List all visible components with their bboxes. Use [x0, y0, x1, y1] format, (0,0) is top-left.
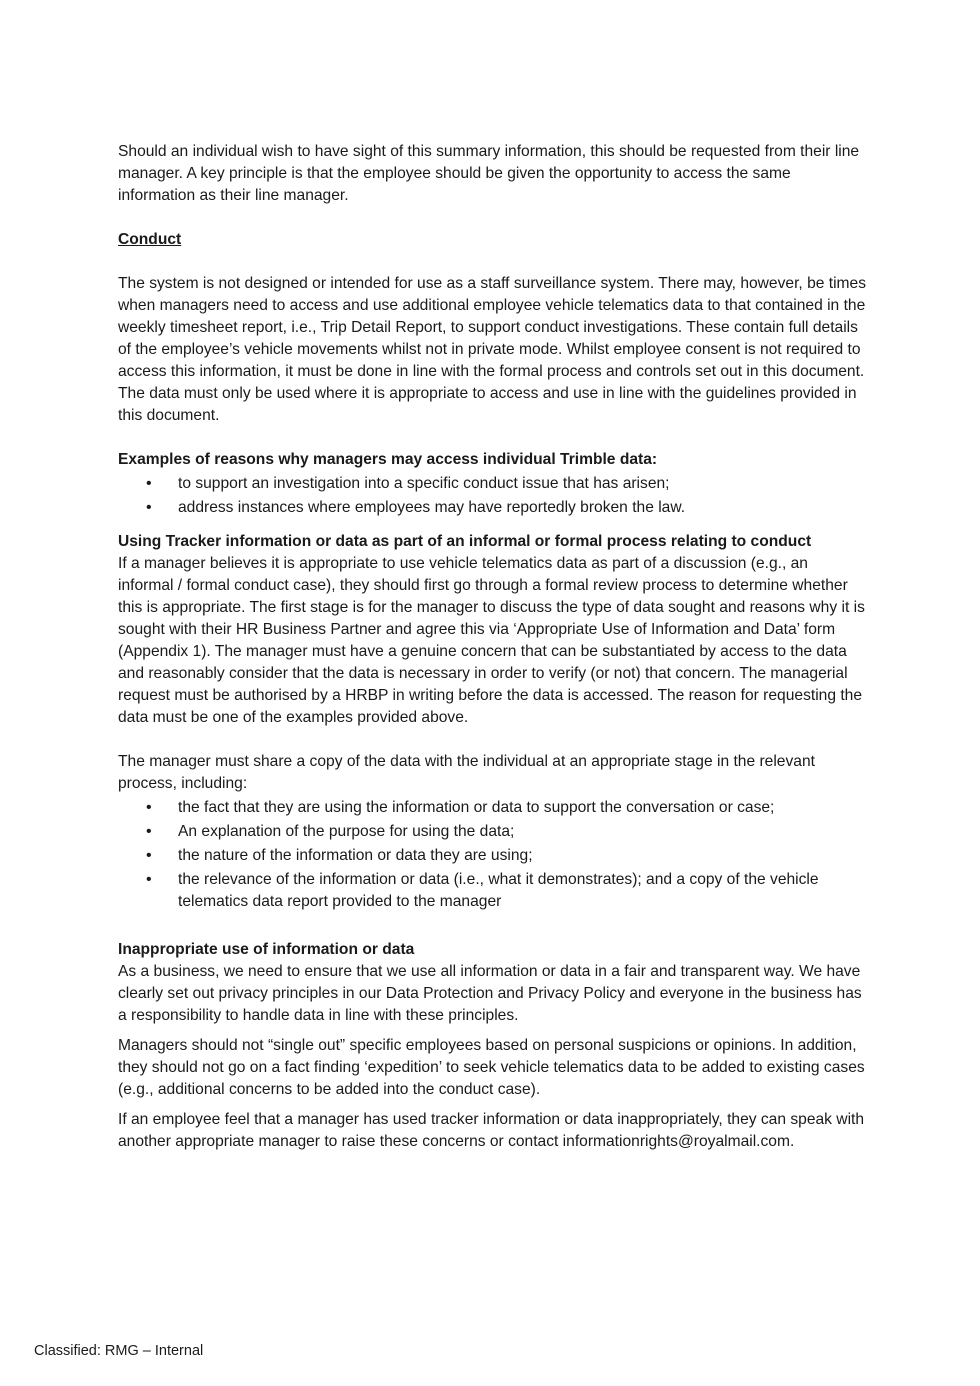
share-paragraph: The manager must share a copy of the data with the individual at an appropriate stage in the relevant process, including:: [118, 753, 815, 792]
inappropriate-heading: Inappropriate use of information or data: [118, 941, 415, 958]
list-item: • address instances where employees may have reportedly broken the law.: [118, 497, 866, 519]
inappropriate-paragraph-2: Managers should not “single out” specific employees based on personal suspicions or opinions. In addition, they should not go on a fact finding ‘expedition’ to seek vehicle telematics data to be added to existing cases (e.g., additional concerns to be added into the conduct case).: [118, 1037, 865, 1098]
list-item: • to support an investigation into a specific conduct issue that has arisen;: [118, 473, 866, 495]
using-tracker-paragraph: If a manager believes it is appropriate to use vehicle telematics data as part of a discussion (e.g., an informal / formal conduct case), they should first go through a formal review process to determine whether this is appropriate. The first stage is for the manager to discuss the type of data sought and reasons why it is sought with their HR Business Partner and agree this via ‘Appropriate Use of Information and Data’ form (Appendix 1). The manager must have a genuine concern that can be substantiated by access to the data and reasonably consider that the data is necessary in order to verify (or not) that concern. The managerial request must be authorised by a HRBP in writing before the data is accessed. The reason for requesting the data must be one of the examples provided above.: [118, 555, 865, 726]
inappropriate-paragraph-1: As a business, we need to ensure that we use all information or data in a fair and transparent way. We have clearly set out privacy principles in our Data Protection and Privacy Policy and everyone in the business has a responsibility to handle data in line with these principles.: [118, 963, 862, 1024]
document-body: [118, 141, 866, 1161]
examples-heading: Examples of reasons why managers may access individual Trimble data:: [118, 451, 658, 468]
classification-footer: Classified: RMG – Internal: [34, 1343, 204, 1359]
conduct-heading: Conduct: [118, 231, 182, 248]
intro-paragraph: Should an individual wish to have sight of this summary information, this should be requested from their line manager. A key principle is that the employee should be given the opportunity to access the same information as their line manager.: [118, 143, 860, 204]
using-tracker-heading: Using Tracker information or data as part of an informal or formal process relating to conduct: [118, 533, 812, 550]
examples-list: [118, 473, 866, 519]
list-item: • the fact that they are using the information or data to support the conversation or case;: [118, 797, 866, 819]
inappropriate-paragraph-3: If an employee feel that a manager has used tracker information or data inappropriately, they can speak with another appropriate manager to raise these concerns or contact informationrights@royalmail.com.: [118, 1111, 865, 1150]
share-list: [118, 797, 866, 913]
list-item: • the nature of the information or data they are using;: [118, 845, 866, 867]
list-item: • the relevance of the information or data (i.e., what it demonstrates); and a copy of the vehicle telematics data report provided to the manager: [118, 869, 866, 913]
list-item: • An explanation of the purpose for using the data;: [118, 821, 866, 843]
conduct-paragraph: The system is not designed or intended for use as a staff surveillance system. There may, however, be times when managers need to access and use additional employee vehicle telematics data to that contained in the weekly timesheet report, i.e., Trip Detail Report, to support conduct investigations. These contain full details of the employee’s vehicle movements whilst not in private mode. Whilst employee consent is not required to access this information, it must be done in line with the formal process and controls set out in this document. The data must only be used where it is appropriate to access and use in line with the guidelines provided in this document.: [118, 275, 866, 424]
